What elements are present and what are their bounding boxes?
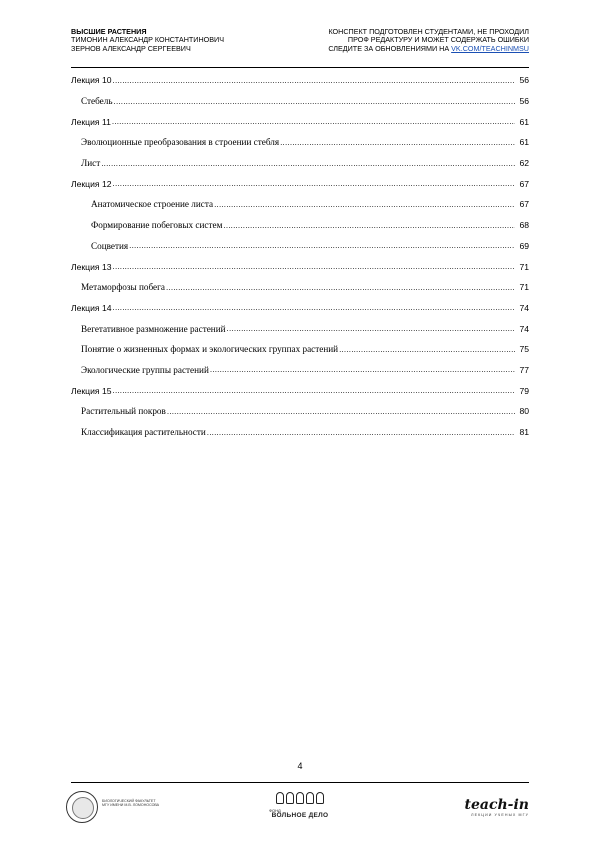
toc-leader <box>113 386 515 395</box>
toc-entry-page: 80 <box>519 406 529 417</box>
page-number: 4 <box>297 761 303 771</box>
toc-entry-page: 67 <box>519 178 529 189</box>
toc-leader <box>113 303 515 312</box>
toc-entry-page: 68 <box>519 220 529 231</box>
msu-seal-icon <box>66 791 98 823</box>
toc-entry-page: 69 <box>519 240 529 251</box>
toc-entry-label: Эволюционные преобразования в строении стебля <box>81 137 280 148</box>
toc-entry-label: Классификация растительности <box>81 427 206 438</box>
disclaimer-line-2: ПРОФ РЕДАКТУРУ И МОЖЕТ СОДЕРЖАТЬ ОШИБКИ <box>347 35 529 45</box>
toc-entry[interactable] <box>71 339 529 360</box>
toc-entry-page: 61 <box>519 137 529 148</box>
toc-entry-page: 77 <box>519 364 529 375</box>
toc-entry[interactable] <box>71 70 529 91</box>
toc-entry-label: Лекция 14 <box>71 302 112 313</box>
toc-entry[interactable] <box>71 360 529 381</box>
toc-entry-page: 62 <box>519 158 529 169</box>
toc-entry-label: Соцветия <box>91 240 129 251</box>
toc-entry-page: 67 <box>519 199 529 210</box>
toc-entry[interactable] <box>71 91 529 112</box>
toc-entry-label: Стебель <box>81 96 113 107</box>
toc-leader <box>166 283 515 292</box>
toc-leader <box>207 428 515 437</box>
toc-leader <box>113 179 515 188</box>
toc-entry-label: Формирование побеговых систем <box>91 220 223 231</box>
fund-name: ВОЛЬНОЕ ДЕЛО <box>271 812 329 819</box>
lecturer-1: ТИМОНИН АЛЕКСАНДР КОНСТАНТИНОВИЧ <box>71 35 224 45</box>
toc-leader <box>214 200 515 209</box>
course-title: ВЫСШИЕ РАСТЕНИЯ <box>71 27 147 36</box>
toc-entry-page: 74 <box>519 323 529 334</box>
toc-entry-label: Метаморфозы побега <box>81 282 165 293</box>
footer-divider <box>71 782 529 783</box>
toc-leader <box>129 241 515 250</box>
table-of-contents <box>71 70 529 442</box>
toc-entry-label: Лекция 11 <box>71 116 111 127</box>
toc-entry[interactable] <box>71 256 529 277</box>
toc-leader <box>112 117 515 126</box>
toc-entry-page: 56 <box>519 96 529 107</box>
msu-logo-text: БИОЛОГИЧЕСКИЙ ФАКУЛЬТЕТ МГУ ИМЕНИ М.В. ЛОМОНОСОВА <box>102 799 160 808</box>
toc-entry-label: Растительный покров <box>81 406 166 417</box>
people-group-icon <box>265 792 335 806</box>
toc-entry-page: 56 <box>519 75 529 86</box>
volnoe-delo-logo <box>265 792 335 826</box>
toc-entry[interactable] <box>71 132 529 153</box>
toc-entry-page: 74 <box>519 302 529 313</box>
toc-entry-label: Лист <box>81 158 101 169</box>
toc-entry-page: 61 <box>519 116 529 127</box>
toc-entry-page: 71 <box>519 282 529 293</box>
toc-entry[interactable] <box>71 318 529 339</box>
toc-leader <box>210 365 515 374</box>
toc-leader <box>227 324 515 333</box>
updates-text: СЛЕДИТЕ ЗА ОБНОВЛЕНИЯМИ НА <box>328 43 452 53</box>
header-divider <box>71 67 529 68</box>
header-disclaimer <box>328 28 529 53</box>
toc-entry-label: Понятие о жизненных формах и экологических группах растений <box>81 344 339 355</box>
header-course-info <box>71 28 224 53</box>
toc-entry[interactable] <box>71 401 529 422</box>
toc-entry[interactable] <box>71 236 529 257</box>
toc-entry[interactable] <box>71 215 529 236</box>
toc-entry-page: 81 <box>519 427 529 438</box>
toc-entry[interactable] <box>71 173 529 194</box>
toc-leader <box>113 262 515 271</box>
toc-entry-label: Лекция 13 <box>71 261 112 272</box>
brand-name: teach-in <box>464 797 529 813</box>
msu-biology-logo <box>66 791 176 823</box>
toc-leader <box>101 159 515 168</box>
toc-entry[interactable] <box>71 422 529 443</box>
toc-entry-label: Вегетативное размножение растений <box>81 323 226 334</box>
toc-leader <box>339 345 515 354</box>
disclaimer-line-1: КОНСПЕКТ ПОДГОТОВЛЕН СТУДЕНТАМИ, НЕ ПРОХОДИЛ <box>328 27 529 36</box>
lecturer-2: ЗЕРНОВ АЛЕКСАНДР СЕРГЕЕВИЧ <box>71 43 191 53</box>
toc-leader <box>167 407 515 416</box>
toc-entry[interactable] <box>71 298 529 319</box>
fund-label: ФОНД <box>269 808 281 813</box>
teach-in-logo <box>465 797 529 817</box>
toc-leader <box>280 138 515 147</box>
toc-entry-page: 71 <box>519 261 529 272</box>
toc-entry-label: Анатомическое строение листа <box>91 199 214 210</box>
page-header <box>71 28 529 64</box>
vk-link[interactable]: VK.COM/TEACHINMSU <box>451 43 529 53</box>
toc-entry-label: Лекция 15 <box>71 385 112 396</box>
toc-entry[interactable] <box>71 380 529 401</box>
disclaimer-line-3 <box>328 45 529 53</box>
toc-entry[interactable] <box>71 277 529 298</box>
toc-entry[interactable] <box>71 153 529 174</box>
toc-leader <box>113 76 515 85</box>
toc-entry-page: 75 <box>519 344 529 355</box>
toc-entry[interactable] <box>71 111 529 132</box>
toc-entry-label: Лекция 10 <box>71 75 112 86</box>
toc-entry-label: Лекция 12 <box>71 178 112 189</box>
brand-subtitle: ЛЕКЦИИ УЧЕНЫХ МГУ <box>471 813 529 817</box>
toc-entry-page: 79 <box>519 385 529 396</box>
toc-entry[interactable] <box>71 194 529 215</box>
toc-leader <box>223 221 515 230</box>
toc-leader <box>114 97 515 106</box>
toc-entry-label: Экологические группы растений <box>81 364 209 375</box>
